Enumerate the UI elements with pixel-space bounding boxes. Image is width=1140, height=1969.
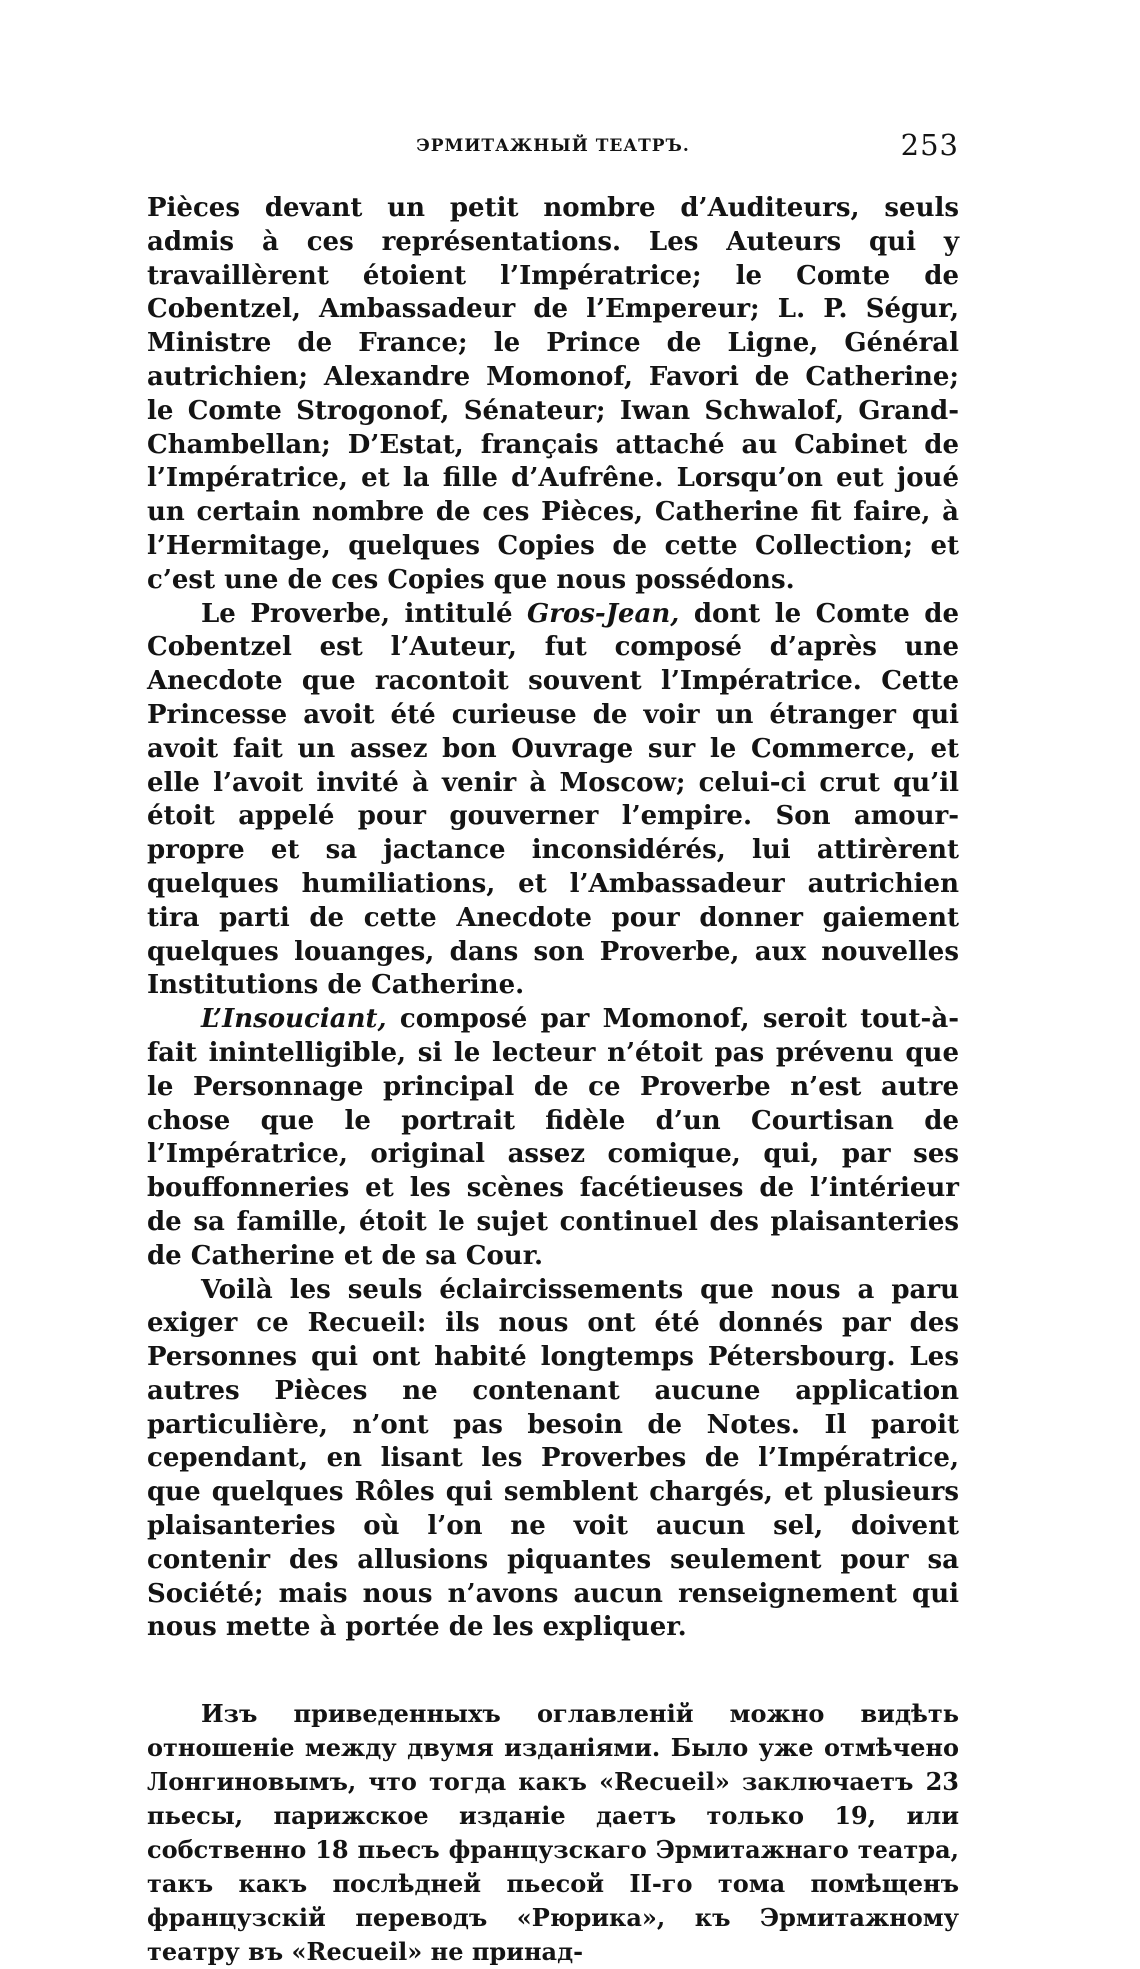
page-number: 253: [900, 128, 959, 162]
book-page: [147, 128, 959, 1969]
section-gap: [147, 1645, 959, 1697]
paragraph-4: Voilà les seuls éclaircissements que nous a paru exiger ce Recueil: ils nous ont été donnés par des Personnes qui ont habité longtemps Pétersbourg. Les autres Pièces ne contenant aucune application particulière, n’ont pas besoin de Notes. Il paroit cependant, en lisant les Proverbes de l’Impératrice, que quelques Rôles qui semblent chargés, et plusieurs plaisanteries où l’on ne voit aucun sel, doivent contenir des allusions piquantes seulement pour sa Société; mais nous n’avons aucun renseignement qui nous mette à portée de les expliquer.: [147, 1274, 959, 1643]
paragraph-1: Pièces devant un petit nombre d’Auditeurs, seuls admis à ces représentations. Les Auteurs qui y travaillèrent étoient l’Impératrice; le Comte de Cobentzel, Ambassadeur de l’Empereur; L. P. Ségur, Ministre de France; le Prince de Ligne, Général autrichien; Alexandre Momonof, Favori de Catherine; le Comte Strogonof, Sénateur; Iwan Schwalof, Grand- Chambellan; D’Estat, français attaché au Cabinet de l’Impératrice, et la fille d’Aufrêne. Lorsqu’on eut joué un certain nombre de ces Pièces, Catherine fit faire, à l’Hermitage, quelques Copies de cette Collection; et c’est une de ces Copies que nous possédons.: [147, 193, 959, 595]
paragraph-2-body: dont le Comte de Cobentzel est l’Auteur, fut composé d’après une Anecdote que racontoit souvent l’Impératrice. Cette Princesse avoit été curieuse de voir un étranger qui avoit fait un assez bon Ouvrage sur le Commerce, et elle l’avoit invité à venir à Moscow; celui-ci crut qu’il étoit appelé pour gouverner l’empire. Son amour-propre et sa jactance inconsidérés, lui attirèrent quelques humiliations, et l’Ambassadeur autrichien tira parti de cette Anecdote pour donner gaiement quelques louanges, dans son Proverbe, aux nouvelles Institutions de Catherine.: [147, 598, 959, 1001]
paragraph-2-lead: Le Proverbe, intitulé: [201, 598, 528, 629]
paragraph-3-body: composé par Momonof, seroit tout-à-fait inintelligible, si le lecteur n’étoit pas prévenu que le Personnage principal de ce Proverbe n’est autre chose que le portrait fidèle d’un Courtisan de l’Impératrice, original assez comique, qui, par ses bouffonneries et les scènes facétieuses de l’intérieur de sa famille, étoit le sujet continuel des plaisanteries de Catherine et de sa Cour.: [147, 1004, 959, 1271]
proverb-title-insouciant: L’Insouciant,: [201, 1004, 387, 1035]
paragraph-5-russian: Изъ приведенныхъ оглавленій можно видѣть отношеніе между двумя изданіями. Было уже отмѣчено Лонгиновымъ, что тогда какъ «Recueil» заключаетъ 23 пьесы, парижское изданіе даетъ только 19, или собственно 18 пьесъ французскаго Эрмитажнаго театра, такъ какъ послѣдней пьесой II-го тома помѣщенъ французскій переводъ «Рюрика», къ Эрмитажному театру въ «Recueil» не принад-: [147, 1699, 959, 1967]
running-head: [147, 128, 959, 168]
paragraph-2: [147, 598, 959, 1004]
paragraph-3: [147, 1003, 959, 1273]
running-title: ЭРМИТАЖНЫЙ ТЕАТРЪ.: [416, 136, 690, 156]
proverb-title-gros-jean: Gros-Jean,: [527, 598, 680, 629]
